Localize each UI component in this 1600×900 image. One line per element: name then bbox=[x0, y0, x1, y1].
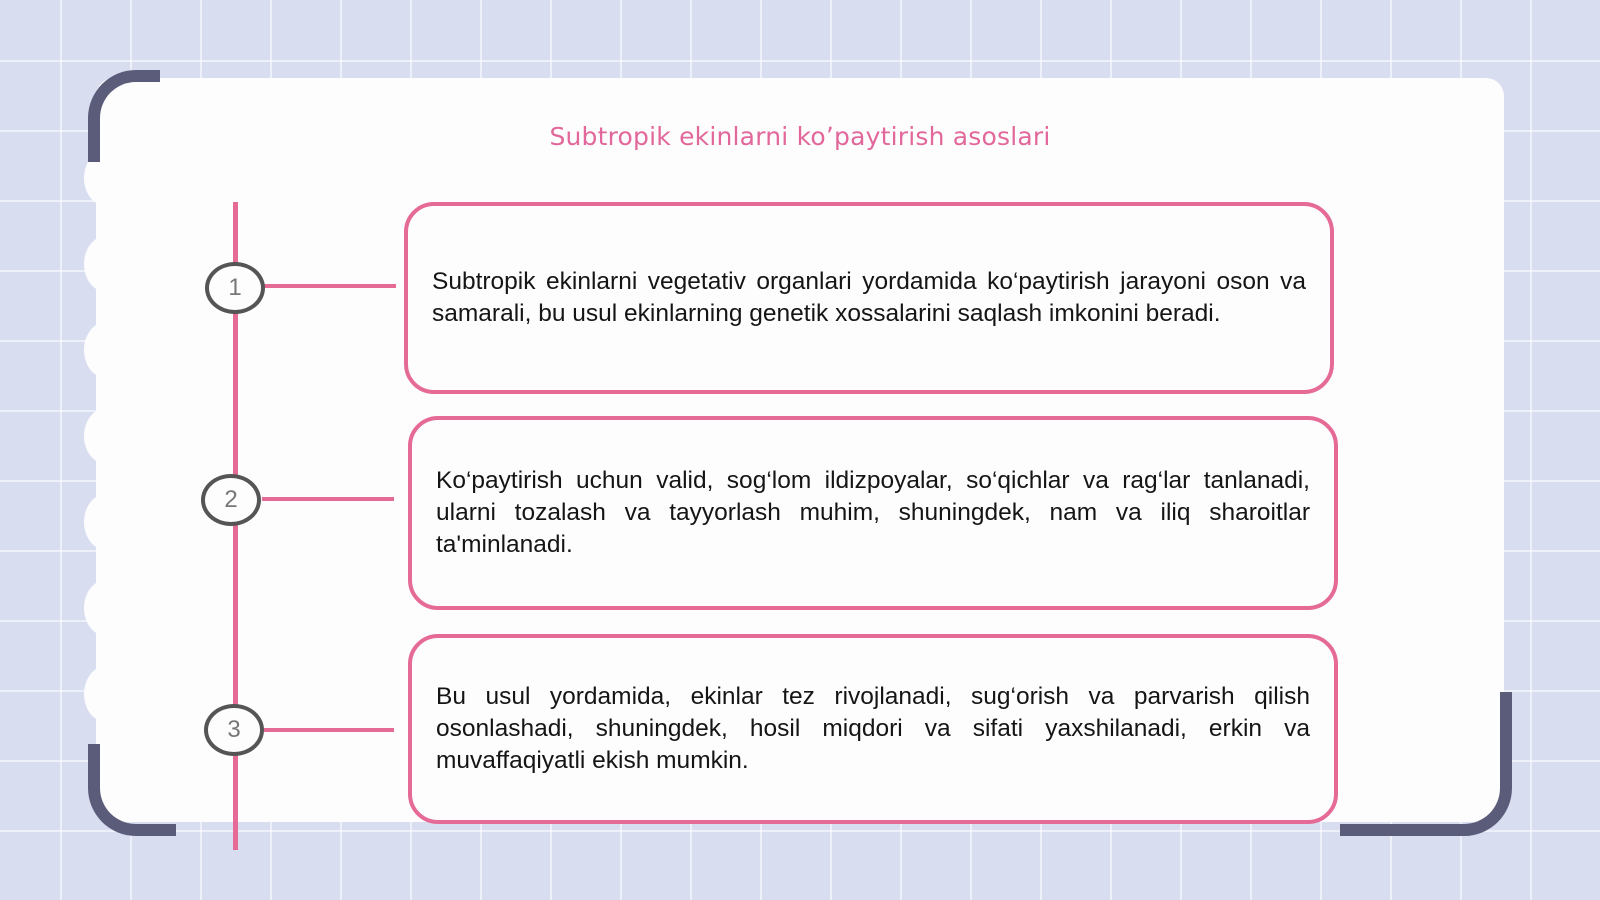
step-connector bbox=[264, 728, 394, 732]
step-card-2 bbox=[408, 416, 1338, 610]
step-text-2: Ko‘paytirish uchun valid, sog‘lom ildizpoyalar, so‘qichlar va rag‘lar tanlanadi, ularni tozalash va tayyorlash muhim, shuningdek, nam va iliq sharoitlar ta'minlanadi. bbox=[436, 467, 1310, 558]
card-edge-bump bbox=[84, 494, 128, 550]
step-number-2: 2 bbox=[201, 474, 261, 526]
slide-title: Subtropik ekinlarni koʼpaytirish asoslari bbox=[549, 122, 1051, 151]
corner-bracket-top-left bbox=[88, 70, 160, 162]
card-edge-bump bbox=[84, 322, 128, 378]
step-number-3: 3 bbox=[204, 704, 264, 756]
step-number-1: 1 bbox=[205, 262, 265, 314]
card-edge-bump bbox=[84, 580, 128, 636]
card-edge-bump bbox=[84, 408, 128, 464]
step-connector bbox=[262, 497, 394, 501]
step-card-1 bbox=[404, 202, 1334, 394]
card-edge-bump bbox=[84, 666, 128, 722]
step-connector bbox=[264, 284, 396, 288]
step-card-3 bbox=[408, 634, 1338, 824]
step-text-3: Bu usul yordamida, ekinlar tez rivojlanadi, sug‘orish va parvarish qilish osonlashadi, shuningdek, hosil miqdori va sifati yaxshilanadi, erkin va muvaffaqiyatli ekish mumkin. bbox=[436, 683, 1310, 774]
step-text-1: Subtropik ekinlarni vegetativ organlari yordamida ko‘paytirish jarayoni oson va samarali, bu usul ekinlarning genetik xossalarini saqlash imkonini beradi. bbox=[432, 268, 1306, 327]
corner-bracket-bottom-left bbox=[88, 744, 176, 836]
card-edge-bump bbox=[84, 236, 128, 292]
corner-bracket-bottom-right bbox=[1340, 692, 1512, 836]
